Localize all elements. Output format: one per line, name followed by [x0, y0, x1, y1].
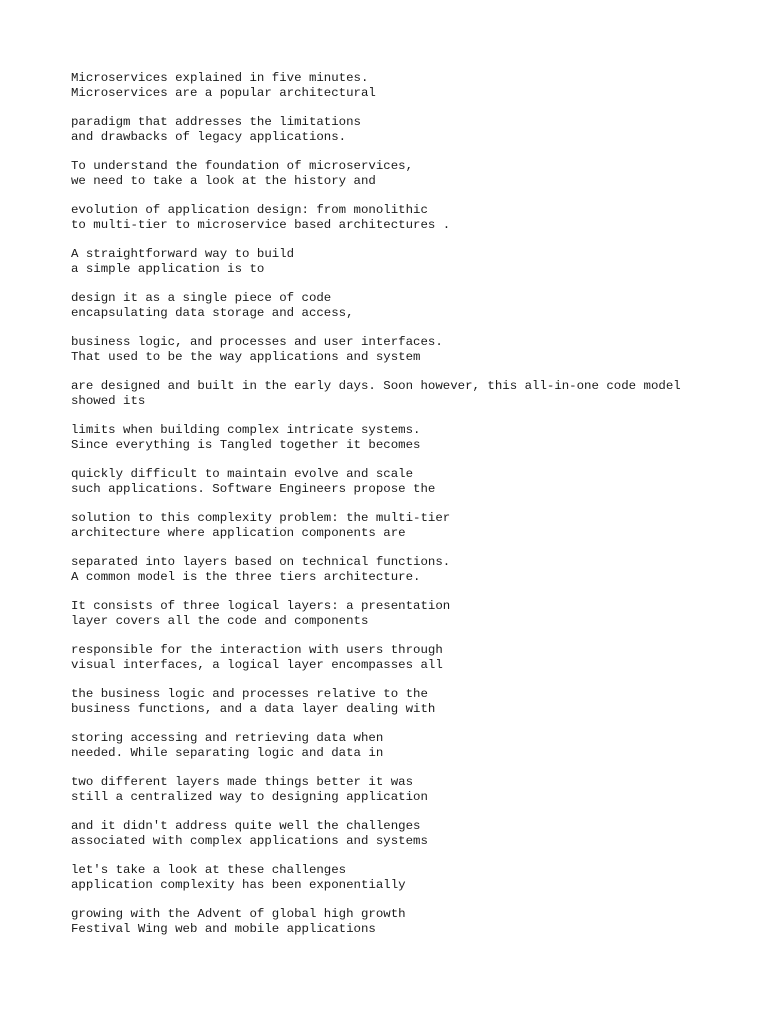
text-line: paradigm that addresses the limitations	[71, 115, 361, 129]
paragraph	[71, 511, 711, 541]
text-line: Microservices are a popular architectural	[71, 86, 376, 100]
paragraph	[71, 379, 711, 409]
paragraph	[71, 819, 711, 849]
text-line: a simple application is to	[71, 262, 265, 276]
text-line: design it as a single piece of code	[71, 291, 332, 305]
paragraph	[71, 467, 711, 497]
paragraph	[71, 71, 711, 101]
text-line: we need to take a look at the history and	[71, 174, 376, 188]
text-line: A straightforward way to build	[71, 247, 295, 261]
paragraph	[71, 203, 711, 233]
text-line: are designed and built in the early days. Soon however, this all-in-one code model	[71, 379, 681, 393]
text-line: To understand the foundation of microservices,	[71, 159, 414, 173]
text-line: quickly difficult to maintain evolve and scale	[71, 467, 414, 481]
text-line: such applications. Software Engineers propose the	[71, 482, 436, 496]
paragraph	[71, 291, 711, 321]
text-line: business functions, and a data layer dealing with	[71, 702, 436, 716]
text-line: and it didn't address quite well the challenges	[71, 819, 421, 833]
text-line: let's take a look at these challenges	[71, 863, 347, 877]
text-line: growing with the Advent of global high growth	[71, 907, 406, 921]
text-line: needed. While separating logic and data in	[71, 746, 384, 760]
paragraph	[71, 907, 711, 937]
text-line: Festival Wing web and mobile applications	[71, 922, 376, 936]
text-line: application complexity has been exponentially	[71, 878, 406, 892]
paragraph	[71, 863, 711, 893]
paragraph	[71, 423, 711, 453]
text-line: That used to be the way applications and system	[71, 350, 421, 364]
text-line: Microservices explained in five minutes.	[71, 71, 369, 85]
text-line: to multi-tier to microservice based architectures .	[71, 218, 451, 232]
text-line: showed its	[71, 394, 146, 408]
text-line: limits when building complex intricate systems.	[71, 423, 421, 437]
text-line: the business logic and processes relative to the	[71, 687, 428, 701]
text-line: evolution of application design: from monolithic	[71, 203, 428, 217]
text-line: and drawbacks of legacy applications.	[71, 130, 347, 144]
text-line: storing accessing and retrieving data when	[71, 731, 384, 745]
text-line: A common model is the three tiers architecture.	[71, 570, 421, 584]
text-line: two different layers made things better it was	[71, 775, 414, 789]
paragraph	[71, 159, 711, 189]
text-line: still a centralized way to designing application	[71, 790, 428, 804]
paragraph	[71, 247, 711, 277]
paragraph	[71, 599, 711, 629]
text-line: separated into layers based on technical functions.	[71, 555, 451, 569]
text-line: business logic, and processes and user interfaces.	[71, 335, 443, 349]
text-line: solution to this complexity problem: the multi-tier	[71, 511, 451, 525]
text-line: encapsulating data storage and access,	[71, 306, 354, 320]
text-line: layer covers all the code and components	[71, 614, 369, 628]
text-line: responsible for the interaction with users through	[71, 643, 443, 657]
paragraph	[71, 335, 711, 365]
text-line: associated with complex applications and systems	[71, 834, 428, 848]
paragraph	[71, 555, 711, 585]
paragraph	[71, 643, 711, 673]
text-line: visual interfaces, a logical layer encompasses all	[71, 658, 443, 672]
text-line: architecture where application components are	[71, 526, 406, 540]
paragraph	[71, 731, 711, 761]
transcript-body	[71, 71, 711, 951]
text-line: It consists of three logical layers: a presentation	[71, 599, 451, 613]
paragraph	[71, 775, 711, 805]
paragraph	[71, 687, 711, 717]
text-line: Since everything is Tangled together it becomes	[71, 438, 421, 452]
paragraph	[71, 115, 711, 145]
